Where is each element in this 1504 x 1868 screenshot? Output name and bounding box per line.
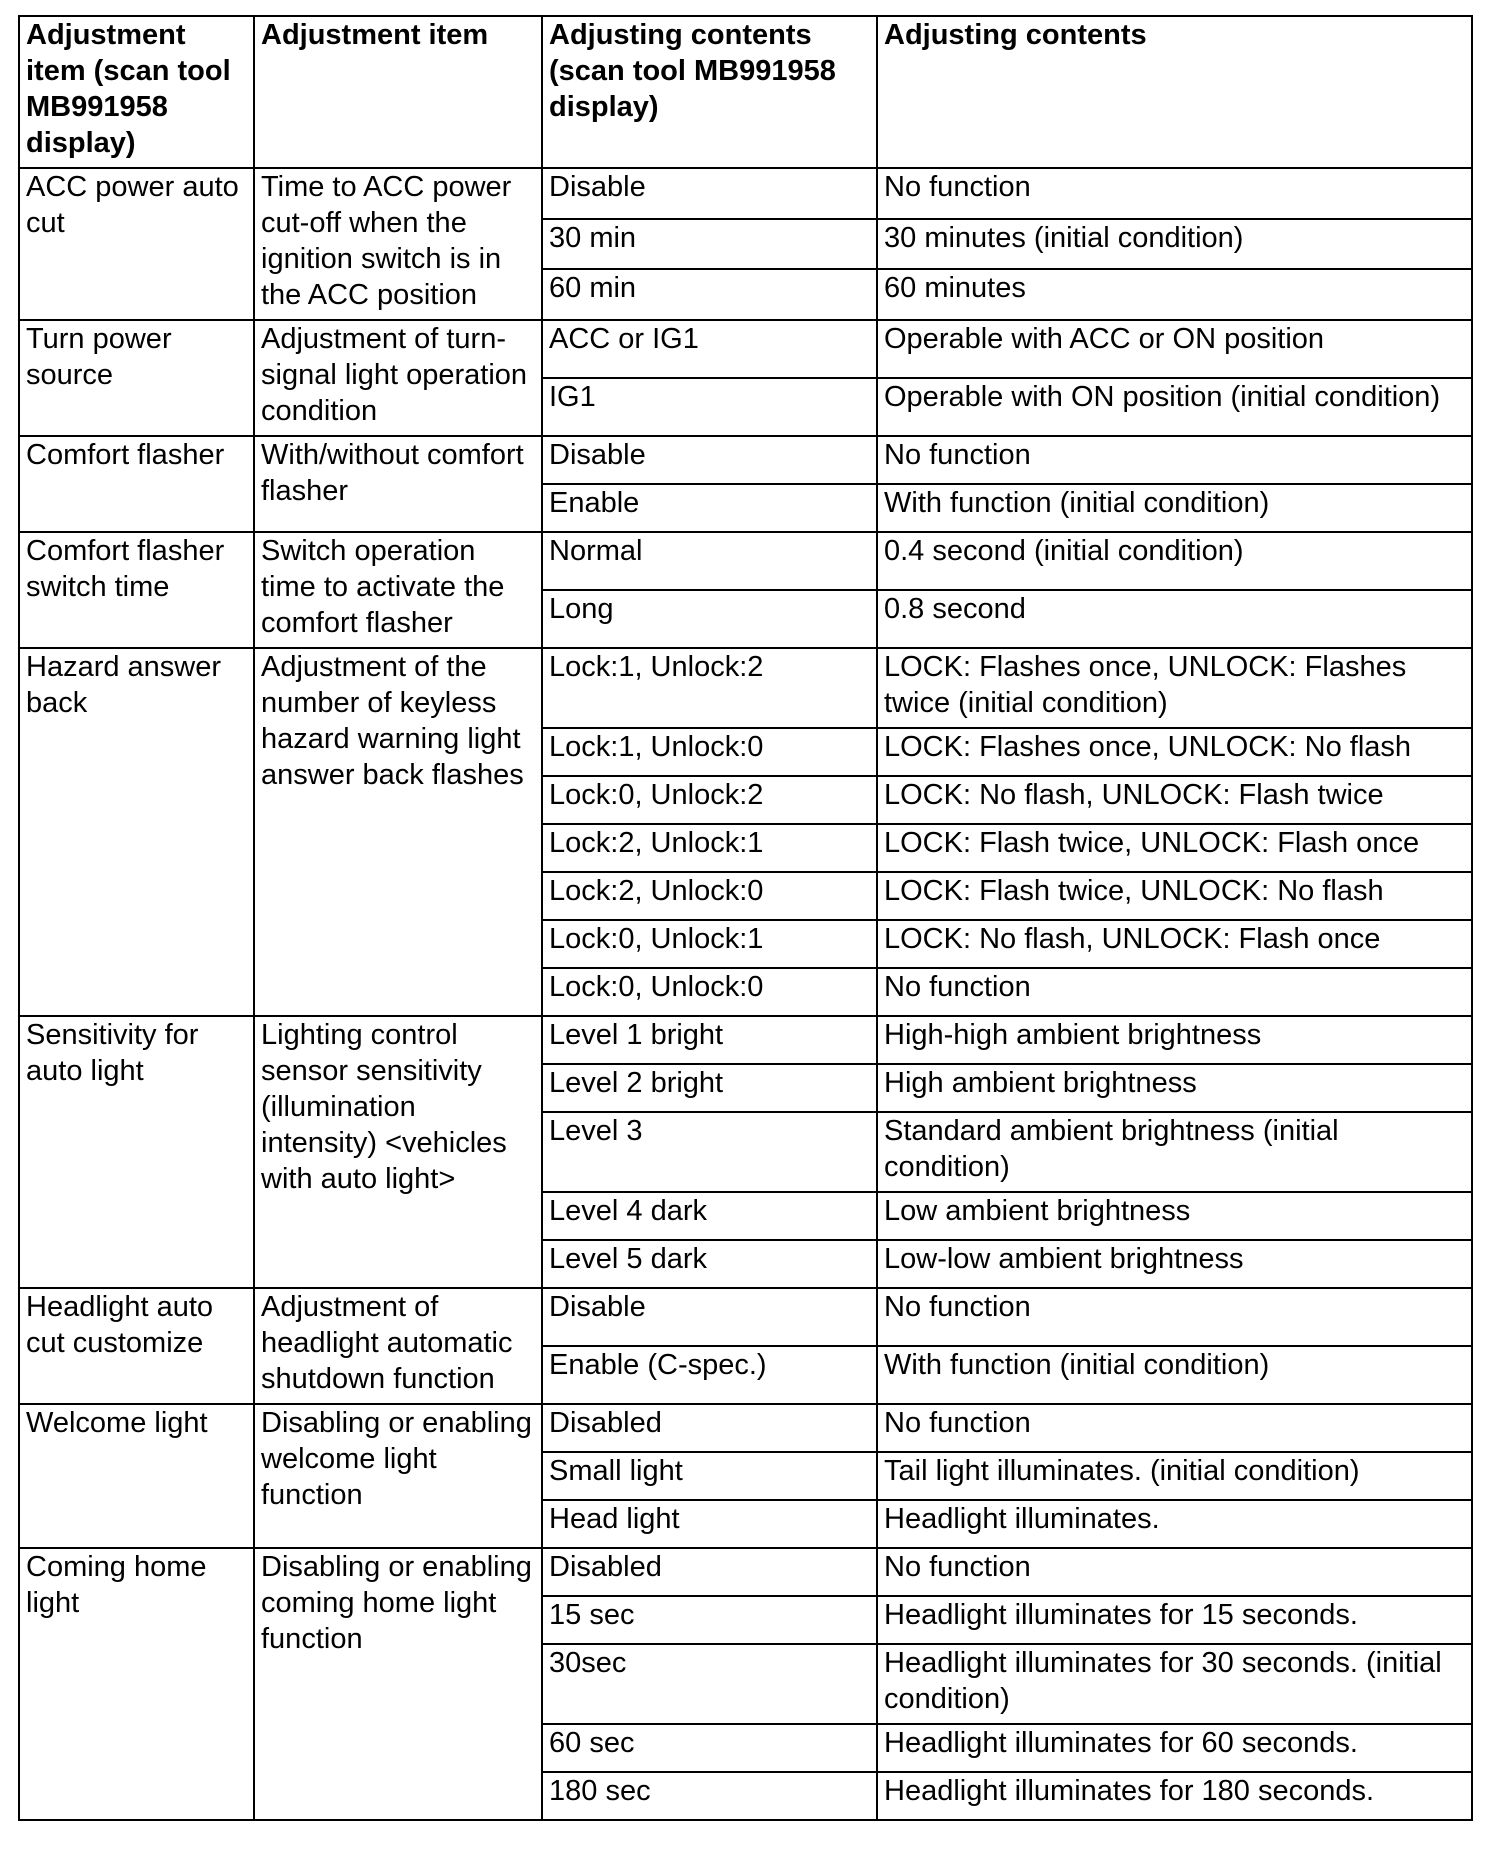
option-content-cell: 0.4 second (initial condition) bbox=[877, 532, 1472, 590]
adjustment-item-scan-tool-cell: Hazard answer back bbox=[19, 648, 254, 1016]
option-display-cell: IG1 bbox=[542, 378, 877, 436]
adjustment-item-description-cell: With/without comfort flasher bbox=[254, 436, 542, 532]
adjustment-item-scan-tool-cell: Welcome light bbox=[19, 1404, 254, 1548]
option-display-cell: 60 min bbox=[542, 269, 877, 320]
adjustment-item-scan-tool-cell: Coming home light bbox=[19, 1548, 254, 1820]
option-display-cell: Enable (C-spec.) bbox=[542, 1346, 877, 1404]
option-content-cell: High ambient brightness bbox=[877, 1064, 1472, 1112]
table-body bbox=[19, 168, 1472, 1820]
adjustment-item-description-cell: Lighting control sensor sensitivity (illumination intensity) <vehicles with auto light> bbox=[254, 1016, 542, 1288]
option-content-cell: No function bbox=[877, 1404, 1472, 1452]
table-row bbox=[19, 1016, 1472, 1064]
option-display-cell: Head light bbox=[542, 1500, 877, 1548]
option-display-cell: Disabled bbox=[542, 1404, 877, 1452]
header-scan-tool-item: Adjustment item (scan tool MB991958 display) bbox=[19, 16, 254, 168]
option-content-cell: LOCK: Flashes once, UNLOCK: No flash bbox=[877, 728, 1472, 776]
option-display-cell: Enable bbox=[542, 484, 877, 532]
option-content-cell: Low ambient brightness bbox=[877, 1192, 1472, 1240]
table-row bbox=[19, 648, 1472, 728]
adjustment-item-description-cell: Adjustment of turn-signal light operation condition bbox=[254, 320, 542, 436]
adjustment-item-scan-tool-cell: ACC power auto cut bbox=[19, 168, 254, 320]
option-display-cell: Disable bbox=[542, 168, 877, 219]
option-display-cell: Normal bbox=[542, 532, 877, 590]
option-display-cell: Level 1 bright bbox=[542, 1016, 877, 1064]
adjustment-item-scan-tool-cell: Sensitivity for auto light bbox=[19, 1016, 254, 1288]
option-content-cell: 60 minutes bbox=[877, 269, 1472, 320]
adjustment-item-description-cell: Disabling or enabling welcome light function bbox=[254, 1404, 542, 1548]
adjustment-item-description-cell: Adjustment of headlight automatic shutdown function bbox=[254, 1288, 542, 1404]
option-display-cell: Disable bbox=[542, 436, 877, 484]
option-display-cell: Lock:2, Unlock:1 bbox=[542, 824, 877, 872]
option-display-cell: Lock:1, Unlock:2 bbox=[542, 648, 877, 728]
option-display-cell: Disable bbox=[542, 1288, 877, 1346]
header-scan-tool-contents: Adjusting contents (scan tool MB991958 display) bbox=[542, 16, 877, 168]
option-display-cell: Level 4 dark bbox=[542, 1192, 877, 1240]
option-display-cell: Lock:0, Unlock:0 bbox=[542, 968, 877, 1016]
option-display-cell: Level 3 bbox=[542, 1112, 877, 1192]
table-row bbox=[19, 1548, 1472, 1596]
option-display-cell: 30 min bbox=[542, 219, 877, 270]
option-display-cell: Lock:2, Unlock:0 bbox=[542, 872, 877, 920]
table-row bbox=[19, 1404, 1472, 1452]
option-content-cell: 30 minutes (initial condition) bbox=[877, 219, 1472, 270]
adjustment-item-scan-tool-cell: Turn power source bbox=[19, 320, 254, 436]
option-content-cell: Headlight illuminates for 30 seconds. (initial condition) bbox=[877, 1644, 1472, 1724]
table-row bbox=[19, 320, 1472, 378]
option-content-cell: No function bbox=[877, 168, 1472, 219]
option-display-cell: ACC or IG1 bbox=[542, 320, 877, 378]
header-adjusting-contents: Adjusting contents bbox=[877, 16, 1472, 168]
option-content-cell: LOCK: No flash, UNLOCK: Flash once bbox=[877, 920, 1472, 968]
option-display-cell: 60 sec bbox=[542, 1724, 877, 1772]
option-content-cell: Tail light illuminates. (initial condition) bbox=[877, 1452, 1472, 1500]
option-display-cell: Lock:0, Unlock:2 bbox=[542, 776, 877, 824]
adjustment-table bbox=[18, 15, 1473, 1821]
table-row bbox=[19, 1288, 1472, 1346]
option-display-cell: Long bbox=[542, 590, 877, 648]
adjustment-item-scan-tool-cell: Comfort flasher bbox=[19, 436, 254, 532]
option-content-cell: Standard ambient brightness (initial condition) bbox=[877, 1112, 1472, 1192]
option-display-cell: 15 sec bbox=[542, 1596, 877, 1644]
table-row bbox=[19, 436, 1472, 484]
table-row bbox=[19, 168, 1472, 219]
adjustment-item-scan-tool-cell: Comfort flasher switch time bbox=[19, 532, 254, 648]
option-display-cell: Small light bbox=[542, 1452, 877, 1500]
option-display-cell: Level 5 dark bbox=[542, 1240, 877, 1288]
option-display-cell: Level 2 bright bbox=[542, 1064, 877, 1112]
option-display-cell: Lock:0, Unlock:1 bbox=[542, 920, 877, 968]
option-content-cell: No function bbox=[877, 1288, 1472, 1346]
adjustment-item-description-cell: Adjustment of the number of keyless hazard warning light answer back flashes bbox=[254, 648, 542, 1016]
option-display-cell: Lock:1, Unlock:0 bbox=[542, 728, 877, 776]
option-content-cell: LOCK: Flash twice, UNLOCK: No flash bbox=[877, 872, 1472, 920]
option-content-cell: LOCK: Flashes once, UNLOCK: Flashes twice (initial condition) bbox=[877, 648, 1472, 728]
option-content-cell: Headlight illuminates for 180 seconds. bbox=[877, 1772, 1472, 1820]
adjustment-item-description-cell: Disabling or enabling coming home light function bbox=[254, 1548, 542, 1820]
table-header bbox=[19, 16, 1472, 168]
header-row bbox=[19, 16, 1472, 168]
option-content-cell: Operable with ACC or ON position bbox=[877, 320, 1472, 378]
option-content-cell: No function bbox=[877, 968, 1472, 1016]
adjustment-item-description-cell: Switch operation time to activate the comfort flasher bbox=[254, 532, 542, 648]
option-content-cell: With function (initial condition) bbox=[877, 1346, 1472, 1404]
option-content-cell: No function bbox=[877, 1548, 1472, 1596]
option-content-cell: High-high ambient brightness bbox=[877, 1016, 1472, 1064]
option-display-cell: 30sec bbox=[542, 1644, 877, 1724]
option-content-cell: Low-low ambient brightness bbox=[877, 1240, 1472, 1288]
option-content-cell: No function bbox=[877, 436, 1472, 484]
option-display-cell: Disabled bbox=[542, 1548, 877, 1596]
option-content-cell: LOCK: No flash, UNLOCK: Flash twice bbox=[877, 776, 1472, 824]
option-content-cell: Headlight illuminates for 15 seconds. bbox=[877, 1596, 1472, 1644]
option-content-cell: Operable with ON position (initial condition) bbox=[877, 378, 1472, 436]
option-display-cell: 180 sec bbox=[542, 1772, 877, 1820]
option-content-cell: Headlight illuminates. bbox=[877, 1500, 1472, 1548]
table-row bbox=[19, 532, 1472, 590]
option-content-cell: With function (initial condition) bbox=[877, 484, 1472, 532]
option-content-cell: LOCK: Flash twice, UNLOCK: Flash once bbox=[877, 824, 1472, 872]
option-content-cell: Headlight illuminates for 60 seconds. bbox=[877, 1724, 1472, 1772]
header-adjustment-item: Adjustment item bbox=[254, 16, 542, 168]
option-content-cell: 0.8 second bbox=[877, 590, 1472, 648]
adjustment-item-scan-tool-cell: Headlight auto cut customize bbox=[19, 1288, 254, 1404]
adjustment-item-description-cell: Time to ACC power cut-off when the ignition switch is in the ACC position bbox=[254, 168, 542, 320]
